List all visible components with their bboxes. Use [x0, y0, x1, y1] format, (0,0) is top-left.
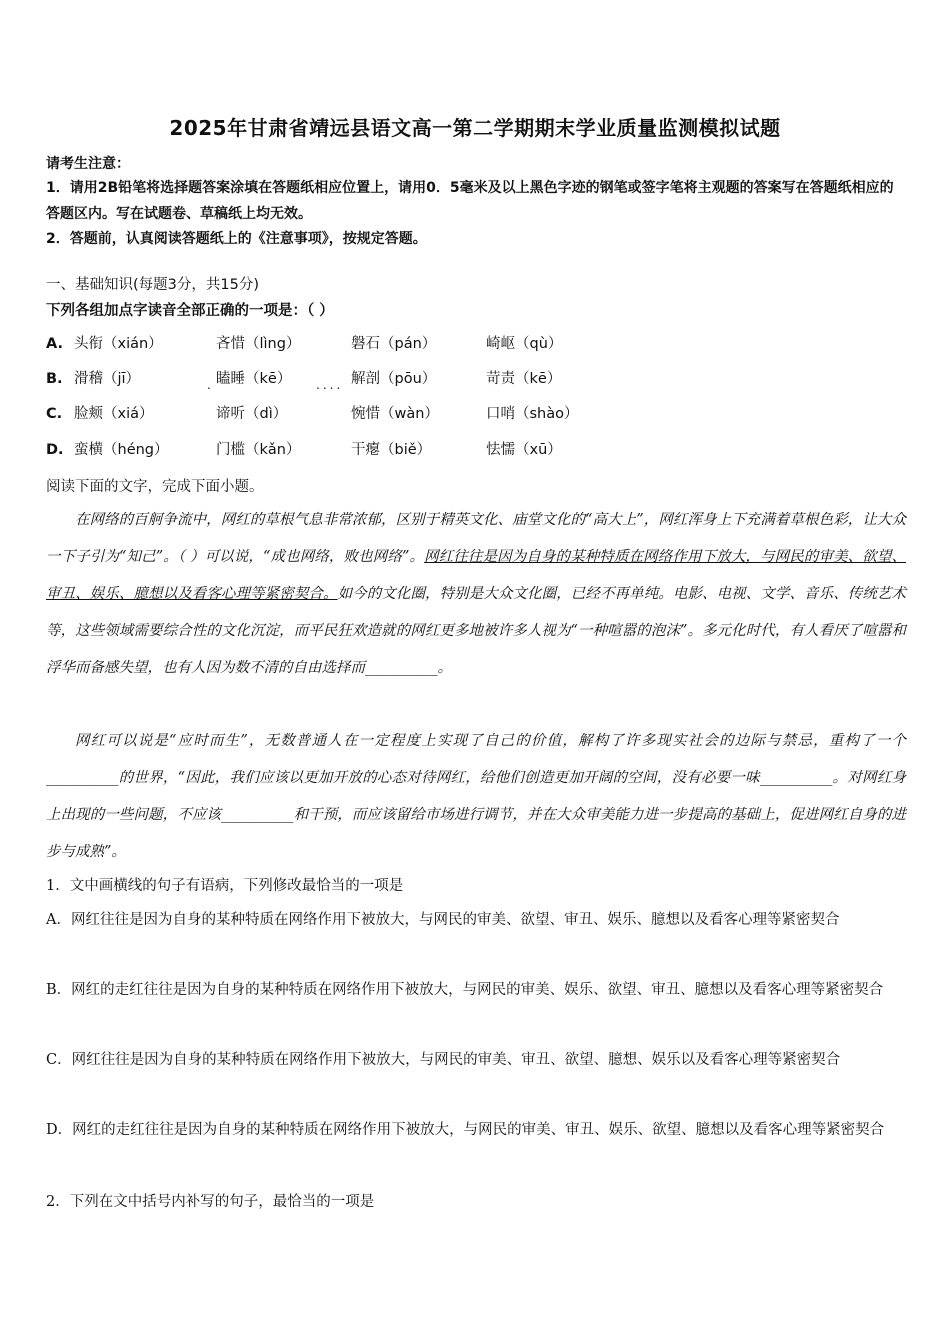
- option-label: C.: [46, 406, 63, 422]
- option-label: B.: [46, 371, 63, 387]
- option-row-d: [46, 436, 906, 464]
- question-1-option-a: A．网红往往是因为自身的某种特质在网络作用下被放大，与网民的审美、欲望、审丑、娱乐、臆想以及看客心理等紧密契合: [46, 912, 840, 928]
- emphasis-dots: ....: [316, 378, 344, 392]
- passage-paragraph-1: [46, 502, 906, 687]
- word: 苛责（kē）: [486, 371, 562, 387]
- question-1-option-d: D．网红的走红往往是因为自身的某种特质在网络作用下被放大，与网民的审美、审丑、娱乐、欲望、臆想以及看客心理等紧密契合: [46, 1122, 885, 1138]
- option-label: A.: [46, 336, 63, 352]
- option-row-b: [46, 365, 906, 393]
- passage-text: 在网络的百舸争流中，网红的草根气息非常浓郁，区别于精英文化、庙堂文化的“高大上”，网红浑身上下充满着草根色彩，让大众一下子引为“知己”。（ ）可以说，“成也网络，败也网络”。: [46, 512, 906, 565]
- option-row-c: [46, 400, 906, 428]
- question-stem: 下列各组加点字读音全部正确的一项是：（ ）: [46, 303, 334, 319]
- exam-title: 2025年甘肃省靖远县语文高一第二学期期末学业质量监测模拟试题: [169, 116, 781, 140]
- notice-item-1: 1．请用2B铅笔将选择题答案涂填在答题纸相应位置上，请用0．5毫米及以上黑色字迹的钢笔或签字笔将主观题的答案写在答题纸相应的答题区内。写在试题卷、草稿纸上均无效。: [46, 180, 894, 222]
- notice-heading: 请考生注意：: [46, 156, 130, 172]
- word: 蛮横（héng）: [74, 442, 169, 458]
- question-1-option-b: B．网红的走红往往是因为自身的某种特质在网络作用下被放大，与网民的审美、娱乐、欲望、审丑、臆想以及看客心理等紧密契合: [46, 982, 884, 998]
- word: 干瘪（biě）: [351, 442, 432, 458]
- passage-paragraph-2: 网红可以说是“应时而生”，无数普通人在一定程度上实现了自己的价值，解构了许多现实社会的边际与禁忌，重构了一个__________的世界，“因此，我们应该以更加开放的心态对待网红，给他们创造更加开阔的空间，没有必要一味__________。对网红身上出现的一些问题，不应该__________和干预，而应该留给市场进行调节，并在大众审美能力进一步提高的基础上，促进网红自身的进步与成熟”。: [46, 733, 906, 860]
- question-1-option-c: C．网红往往是因为自身的某种特质在网络作用下被放大，与网民的审美、审丑、欲望、臆想、娱乐以及看客心理等紧密契合: [46, 1052, 841, 1068]
- notice-item-2: 2．答题前，认真阅读答题纸上的《注意事项》，按规定答题。: [46, 231, 427, 247]
- word: 谛听（dì）: [216, 406, 288, 422]
- reading-instruction: 阅读下面的文字，完成下面小题。: [46, 479, 264, 495]
- word: 磐石（pán）: [351, 336, 437, 352]
- word: 瞌睡（kē）: [216, 371, 292, 387]
- option-row-a: [46, 330, 906, 358]
- word: 口哨（shào）: [486, 406, 579, 422]
- section-heading: 一、基础知识(每题3分，共15分): [46, 277, 259, 293]
- word: 头衔（xián）: [74, 336, 163, 352]
- word: 崎岖（qù）: [486, 336, 563, 352]
- option-label: D.: [46, 442, 64, 458]
- question-1: 1．文中画横线的句子有语病，下列修改最恰当的一项是: [46, 878, 404, 894]
- word: 门槛（kǎn）: [216, 442, 301, 458]
- word: 怯懦（xū）: [486, 442, 562, 458]
- word: 吝惜（lìng）: [216, 336, 301, 352]
- passage-text: 如今的文化圈，特别是大众文化圈，已经不再单纯。电影、电视、文学、音乐、传统艺术等，这些领域需要综合性的文化沉淀，而平民狂欢造就的网红更多地被许多人视为“一种喧嚣的泡沫”。多元化时代，有人看厌了喧嚣和浮华而备感失望，也有人因为数不清的自由选择而__________。: [46, 586, 907, 676]
- word: 惋惜（wàn）: [351, 406, 439, 422]
- underlined-sentence: 网红往往是因为自身的某种特质在网络作用下放大，与网民的审美、欲望、审丑、娱乐、臆想以及看客心理等紧密契合。: [46, 549, 906, 602]
- question-2: 2．下列在文中括号内补写的句子，最恰当的一项是: [46, 1194, 375, 1210]
- word: 脸颊（xiá）: [74, 406, 154, 422]
- word: 解剖（pōu）: [351, 371, 437, 387]
- emphasis-dots: .: [207, 378, 214, 392]
- word: 滑稽（jī）: [74, 371, 141, 387]
